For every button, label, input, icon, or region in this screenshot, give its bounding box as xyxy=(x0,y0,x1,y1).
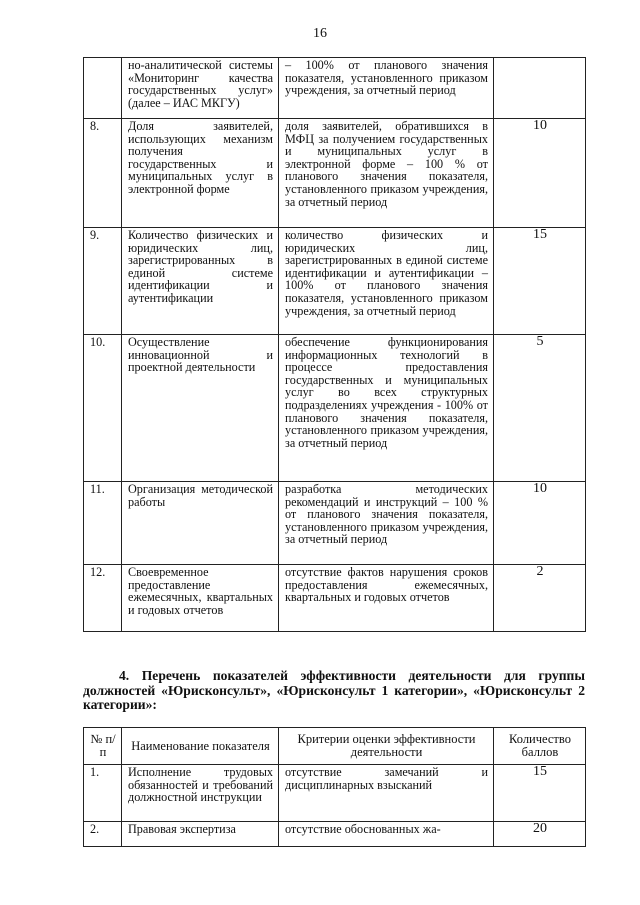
indicator-points xyxy=(494,58,586,119)
indicator-name: Исполнение трудовых обязанностей и требований должностной инструкции xyxy=(122,765,279,822)
indicator-criteria: количество физических и юридических лиц, зарегистрированных в единой системе идентификации и аутентификации – 100% от планового значения показателя, установленного приказом учреждения, за отчетный период xyxy=(279,228,494,335)
indicator-name: Осуществление инновационной и проектной деятельности xyxy=(122,335,279,482)
header-criteria: Критерии оценки эффективности деятельности xyxy=(279,728,494,765)
indicator-criteria: разработка методических рекомендаций и инструкций – 100 % от планового значения показателя, установленного приказом учреждения, за отчетный период xyxy=(279,482,494,565)
header-points: Количество баллов xyxy=(494,728,586,765)
indicator-points: 2 xyxy=(494,565,586,632)
row-number: 1. xyxy=(84,765,122,822)
indicator-criteria: отсутствие замечаний и дисциплинарных взысканий xyxy=(279,765,494,822)
header-name: Наименование показателя xyxy=(122,728,279,765)
row-number: 9. xyxy=(84,228,122,335)
indicator-criteria: – 100% от планового значения показателя, установленного приказом учреждения, за отчетный период xyxy=(279,58,494,119)
indicator-name: Доля заявителей, использующих механизм получения государственных и муниципальных услуг в электронной форме xyxy=(122,119,279,228)
table-row xyxy=(84,119,586,228)
indicators-table-continued xyxy=(83,57,586,632)
indicator-criteria: отсутствие обоснованных жа- xyxy=(279,822,494,847)
table-row xyxy=(84,335,586,482)
indicator-criteria: обеспечение функционирования информационных технологий в процессе предоставления государственных и муниципальных услуг во всех структурных подразделениях учреждения - 100% от планового значения показателя, установленного приказом учреждения, за отчетный период xyxy=(279,335,494,482)
page-number: 16 xyxy=(313,26,327,41)
indicator-criteria: отсутствие фактов нарушения сроков предоставления ежемесячных, квартальных и годовых отчетов xyxy=(279,565,494,632)
table-header-row xyxy=(84,728,586,765)
indicator-points: 10 xyxy=(494,482,586,565)
row-number: 11. xyxy=(84,482,122,565)
row-number: 2. xyxy=(84,822,122,847)
indicator-name: Количество физических и юридических лиц, зарегистрированных в единой системе идентификации и аутентификации xyxy=(122,228,279,335)
indicator-points: 15 xyxy=(494,765,586,822)
indicator-points: 10 xyxy=(494,119,586,228)
table-row xyxy=(84,58,586,119)
table-row xyxy=(84,482,586,565)
indicator-points: 15 xyxy=(494,228,586,335)
row-number xyxy=(84,58,122,119)
table-row xyxy=(84,822,586,847)
section-heading: 4. Перечень показателей эффективности деятельности для группы должностей «Юрисконсульт», «Юрисконсульт 1 категории», «Юрисконсульт 2 категории»: xyxy=(83,668,585,712)
lawyer-indicators-table xyxy=(83,727,586,847)
indicator-name: Организация методической работы xyxy=(122,482,279,565)
indicator-name: но-аналитической системы «Мониторинг качества государственных услуг» (далее – ИАС МКГУ) xyxy=(122,58,279,119)
indicator-name: Правовая экспертиза xyxy=(122,822,279,847)
indicator-name: Своевременное предоставление ежемесячных, квартальных и годовых отчетов xyxy=(122,565,279,632)
table-row xyxy=(84,228,586,335)
header-number: № п/п xyxy=(84,728,122,765)
indicator-points: 5 xyxy=(494,335,586,482)
table-row xyxy=(84,565,586,632)
table-row xyxy=(84,765,586,822)
row-number: 8. xyxy=(84,119,122,228)
indicator-points: 20 xyxy=(494,822,586,847)
indicator-criteria: доля заявителей, обратившихся в МФЦ за получением государственных и муниципальных услуг в электронной форме – 100 % от планового значения показателя, установленного приказом учреждения, за отчетный период xyxy=(279,119,494,228)
row-number: 10. xyxy=(84,335,122,482)
row-number: 12. xyxy=(84,565,122,632)
